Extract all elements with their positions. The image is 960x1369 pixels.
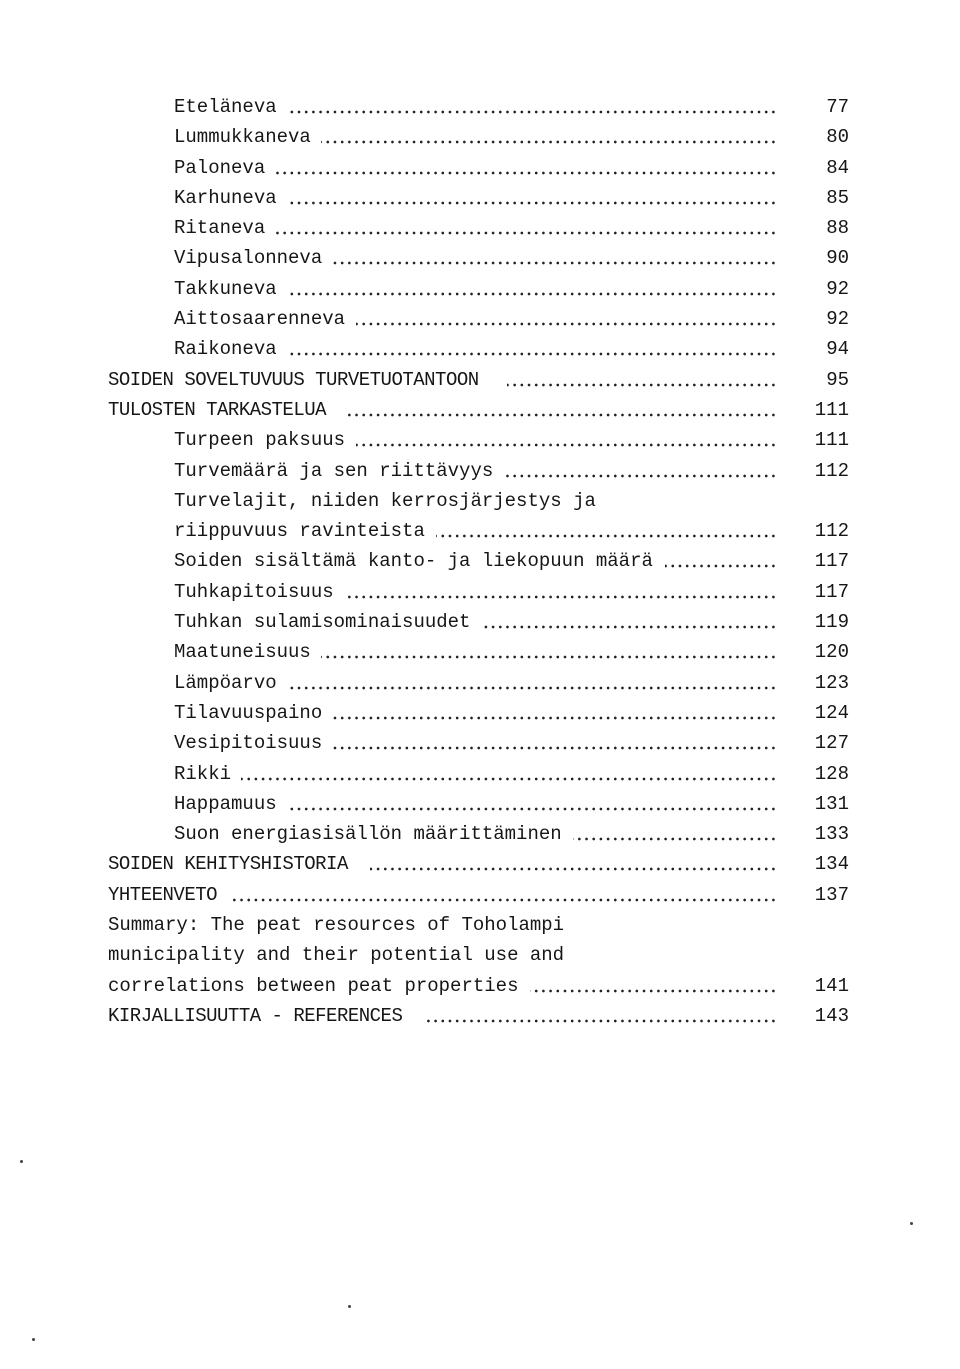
toc-entry: [108, 1001, 853, 1031]
toc-entry: [108, 153, 853, 183]
toc-entry: [108, 334, 853, 364]
toc-entry-page-number: 123: [814, 671, 849, 694]
toc-entry: [108, 546, 853, 576]
toc-entry-title: Turvelajit, niiden kerrosjärjestys ja: [174, 489, 596, 512]
toc-entry: [108, 183, 853, 213]
toc-entry: [108, 910, 853, 940]
toc-leader-dots: [356, 322, 777, 326]
toc-entry: [108, 365, 853, 395]
toc-leader-dots: [482, 625, 777, 629]
toc-entry: [108, 577, 853, 607]
toc-entry-page-number: 119: [814, 611, 849, 634]
toc-entry-title: Eteläneva: [174, 96, 277, 118]
toc-entry-page-number: 133: [814, 823, 849, 846]
scan-speck: [910, 1222, 913, 1225]
toc-entry: [108, 243, 853, 273]
toc-entry-page-number: 124: [814, 701, 849, 724]
toc-entry-title: Vesipitoisuus: [174, 732, 323, 755]
toc-entry: [108, 486, 853, 516]
toc-entry-title: TULOSTEN TARKASTELUA: [108, 398, 327, 421]
toc-leader-dots: [287, 292, 777, 296]
toc-leader-dots: [333, 261, 777, 265]
toc-entry: [108, 789, 853, 819]
toc-leader-dots: [573, 837, 777, 841]
toc-entry: [108, 880, 853, 910]
toc-entry-title: correlations between peat properties: [108, 974, 519, 997]
toc-leader-dots: [321, 140, 777, 144]
toc-entry-page-number: 111: [814, 398, 849, 421]
scan-speck: [20, 1160, 23, 1163]
toc-entry-title: Soiden sisältämä kanto- ja liekopuun määrä: [174, 550, 653, 573]
toc-leader-dots: [347, 413, 777, 417]
toc-entry-page-number: 112: [814, 459, 849, 482]
toc-leader-dots: [276, 231, 777, 235]
toc-entry-title: Lummukkaneva: [174, 126, 311, 149]
toc-entry-title: Turpeen paksuus: [174, 429, 346, 452]
toc-leader-dots: [436, 534, 777, 538]
toc-entry-title: Suon energiasisällön määrittäminen: [174, 823, 562, 846]
toc-leader-dots: [333, 746, 777, 750]
scan-speck: [348, 1305, 351, 1308]
toc-leader-dots: [287, 807, 777, 811]
toc-entry: [108, 849, 853, 879]
toc-entry-page-number: 128: [814, 762, 849, 785]
toc-entry-page-number: 111: [814, 429, 849, 452]
toc-entry-page-number: 90: [826, 247, 849, 270]
toc-entry-title: Lämpöarvo: [174, 671, 277, 694]
toc-entry: [108, 395, 853, 425]
toc-leader-dots: [233, 898, 777, 902]
toc-entry-title: Turvemäärä ja sen riittävyys: [174, 459, 494, 482]
toc-entry-page-number: 112: [814, 520, 849, 543]
toc-entry-page-number: 94: [826, 338, 849, 361]
toc-leader-dots: [276, 171, 777, 175]
toc-entry-title: Summary: The peat resources of Toholampi: [108, 914, 565, 937]
toc-leader-dots: [287, 110, 777, 114]
toc-leader-dots: [241, 777, 777, 781]
toc-entry-page-number: 88: [826, 217, 849, 240]
toc-entry: [108, 819, 853, 849]
toc-entry-title: Maatuneisuus: [174, 641, 311, 664]
toc-entry-page-number: 77: [826, 96, 849, 118]
toc-entry-title: Rikki: [174, 762, 232, 785]
toc-entry: [108, 940, 853, 970]
toc-entry: [108, 425, 853, 455]
toc-leader-dots: [665, 564, 777, 568]
toc-entry-title: SOIDEN SOVELTUVUUS TURVETUOTANTOON: [108, 368, 479, 391]
toc-entry-title: Ritaneva: [174, 217, 266, 240]
toc-entry: [108, 971, 853, 1001]
toc-leader-dots: [287, 686, 777, 690]
toc-leader-dots: [344, 595, 777, 599]
toc-entry-page-number: 84: [826, 156, 849, 179]
toc-entry-title: Happamuus: [174, 792, 277, 815]
toc-entry: [108, 637, 853, 667]
toc-entry-title: Paloneva: [174, 156, 266, 179]
toc-entry-title: riippuvuus ravinteista: [174, 520, 425, 543]
toc-entry: [108, 668, 853, 698]
toc-entry: [108, 122, 853, 152]
toc-entry: [108, 274, 853, 304]
toc-entry-title: YHTEENVETO: [108, 883, 218, 906]
toc-entry-title: Aittosaarenneva: [174, 308, 346, 331]
toc-entry: [108, 698, 853, 728]
toc-entry-page-number: 95: [826, 368, 849, 391]
toc-leader-dots: [427, 1019, 777, 1023]
toc-leader-dots: [321, 655, 777, 659]
toc-entry-page-number: 117: [814, 550, 849, 573]
toc-leader-dots: [507, 383, 777, 387]
toc-leader-dots: [505, 474, 777, 478]
table-of-contents: [108, 92, 853, 1031]
toc-entry: [108, 516, 853, 546]
toc-entry-title: SOIDEN KEHITYSHISTORIA: [108, 853, 348, 876]
toc-entry-page-number: 92: [826, 308, 849, 331]
toc-entry: [108, 304, 853, 334]
toc-entry-title: KIRJALLISUUTTA - REFERENCES: [108, 1004, 403, 1027]
toc-entry-title: Tuhkapitoisuus: [174, 580, 334, 603]
toc-entry-page-number: 141: [814, 974, 849, 997]
toc-entry-page-number: 143: [814, 1004, 849, 1027]
toc-leader-dots: [356, 443, 777, 447]
scan-speck: [32, 1338, 35, 1341]
toc-entry-title: Tuhkan sulamisominaisuudet: [174, 611, 471, 634]
toc-entry-title: Tilavuuspaino: [174, 701, 323, 724]
toc-entry-page-number: 120: [814, 641, 849, 664]
toc-entry-page-number: 127: [814, 732, 849, 755]
toc-entry-title: Vipusalonneva: [174, 247, 323, 270]
toc-entry-page-number: 85: [826, 186, 849, 209]
toc-entry-page-number: 134: [814, 853, 849, 876]
toc-entry-page-number: 131: [814, 792, 849, 815]
toc-entry: [108, 607, 853, 637]
toc-leader-dots: [287, 201, 777, 205]
toc-leader-dots: [370, 867, 777, 871]
toc-leader-dots: [333, 716, 777, 720]
toc-entry: [108, 728, 853, 758]
toc-entry-page-number: 80: [826, 126, 849, 149]
toc-entry-page-number: 137: [814, 883, 849, 906]
toc-entry: [108, 759, 853, 789]
toc-leader-dots: [287, 352, 777, 356]
toc-entry-title: Takkuneva: [174, 277, 277, 300]
toc-entry: [108, 92, 853, 122]
toc-entry: [108, 456, 853, 486]
toc-entry-title: Karhuneva: [174, 186, 277, 209]
toc-entry: [108, 213, 853, 243]
toc-entry-page-number: 117: [814, 580, 849, 603]
toc-entry-title: Raikoneva: [174, 338, 277, 361]
toc-entry-title: municipality and their potential use and: [108, 944, 565, 967]
toc-entry-page-number: 92: [826, 277, 849, 300]
toc-leader-dots: [530, 989, 777, 993]
